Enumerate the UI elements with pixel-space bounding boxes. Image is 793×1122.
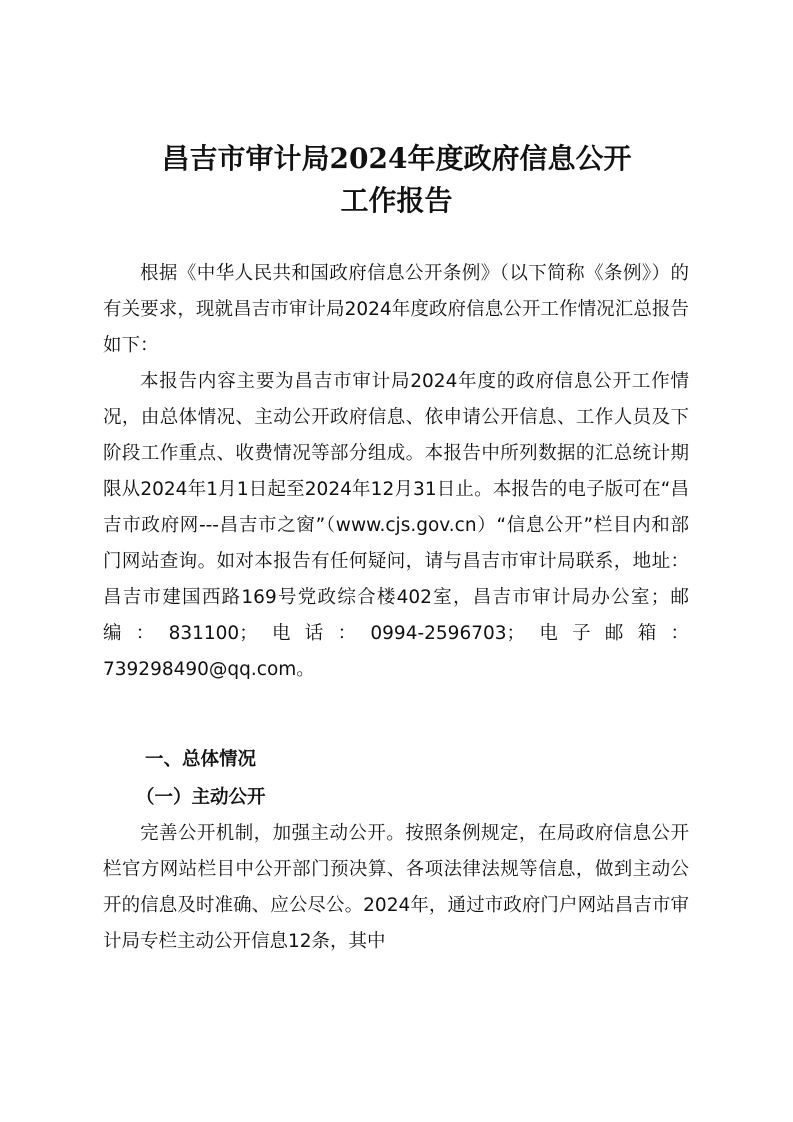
document-title [0, 138, 793, 222]
section1-body [103, 816, 689, 960]
title-line-2: 工作报告 [340, 184, 453, 217]
section1-paragraph: 完善公开机制，加强主动公开。按照条例规定，在局政府信息公开栏官方网站栏目中公开部门预决算、各项法律法规等信息，做到主动公开的信息及时准确、应公尽公。2024年，通过市政府门户网站昌吉市审计局专栏主动公开信息12条，其中 [103, 823, 689, 952]
intro-paragraph-2: 本报告内容主要为昌吉市审计局2024年度的政府信息公开工作情况，由总体情况、主动公开政府信息、依申请公开信息、工作人员及下阶段工作重点、收费情况等部分组成。本报告中所列数据的汇总统计期限从2024年1月1日起至2024年12月31日止。本报告的电子版可在“昌吉市政府网---昌吉市之窗”（www.cjs.gov.cn）“信息公开”栏目内和部门网站查询。如对本报告有任何疑问，请与昌吉市审计局联系，地址：昌吉市建国西路169号党政综合楼402室，昌吉市审计局办公室；邮编：831100；电话：0994-2596703；电子邮箱：739298490@qq.com。 [103, 371, 689, 680]
intro-section [103, 256, 689, 688]
intro-paragraph-1: 根据《中华人民共和国政府信息公开条例》（以下简称《条例》）的有关要求，现就昌吉市审计局2024年度政府信息公开工作情况汇总报告如下： [103, 263, 689, 356]
sub-heading-active-disclosure: （一）主动公开 [136, 787, 266, 808]
title-line-1: 昌吉市审计局2024年度政府信息公开 [161, 142, 632, 175]
section-heading-overall: 一、总体情况 [145, 749, 257, 770]
